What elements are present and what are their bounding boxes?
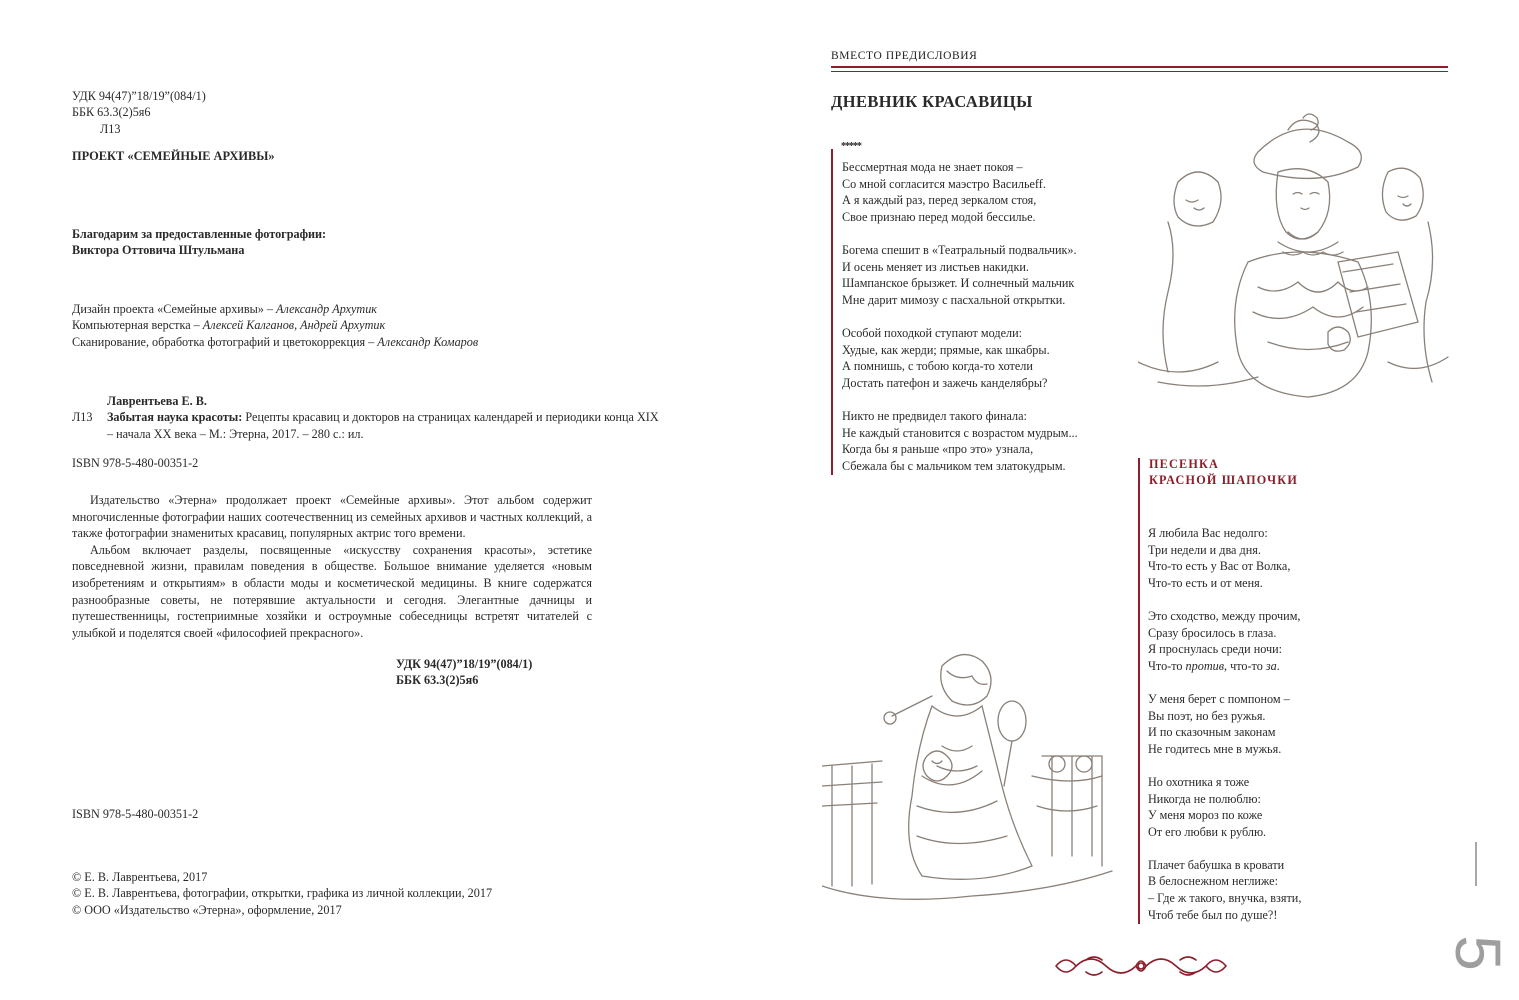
author-sign: Л13 [100,121,121,136]
credit-role: Компьютерная верстка – [72,318,203,333]
poem-line: А помнишь, с тобою когда-то хотели [842,359,1033,374]
lady-with-hat-sketch [1138,112,1458,402]
isbn-bottom: ISBN 978-5-480-00351-2 [72,807,199,821]
udk-bottom [396,656,532,689]
isbn-top: ISBN 978-5-480-00351-2 [72,456,199,470]
poem-accent-bar [831,149,833,475]
poem-line: Я любила Вас недолго: [1148,526,1268,540]
bbk-code: ББК 63.3(2)5я6 [72,105,151,120]
acknowledgements [72,226,326,259]
credit-name: Александр Архутик [276,302,378,316]
poem-line: Вы поэт, но без ружья. [1148,708,1266,723]
page-number: 5 [1442,935,1514,971]
poem-title [1149,456,1298,489]
poem-red-riding-hood [1148,525,1301,923]
poem-stanza [1148,525,1301,591]
biblio-row [72,409,667,442]
poem-stanza [842,408,1078,474]
poem-line: У меня мороз по коже [1148,808,1263,823]
poem-line: У меня берет с помпоном – [1148,691,1290,706]
poem-stanza [842,325,1078,391]
thanks-name: Виктора Оттовича Штульмана [72,243,245,258]
poem-fragment: против [1185,658,1225,673]
poem-line: Это сходство, между прочим, [1148,608,1301,623]
poem-line: Сразу бросилось в глаза. [1148,625,1277,640]
biblio-text [107,409,667,442]
abstract-paragraph: Издательство «Этерна» продолжает проект «Семейные архивы». Этот альбом содержит многочисленные фотографии наших соотечественниц из семейных архивов и частных коллекций, а также фотографии знаменитых красавиц, популярных актрис того времени. [72,493,592,541]
poem-title-line: ПЕСЕНКА [1149,457,1220,471]
poem-fragment: , что-то [1224,658,1266,673]
poem-stanza [842,159,1078,225]
poem-asterisks: ***** [841,141,861,152]
page-number-dash [1475,842,1477,886]
abstract-paragraph: Альбом включает разделы, посвященные «искусству сохранения красоты», эстетике повседневной жизни, правилам поведения в обществе. Большое внимание уделяется «новым изобретениям и открытиям» в области моды и косметической медицины. В книге содержатся разнообразные советы, не потерявшие актуальности и сегодня. Элегантные дачницы и путешественницы, гостеприимные хозяйки и остроумные собеседницы встретят читателей с улыбкой и поделятся своей «философией прекрасного». [72,542,592,640]
copyrights [72,869,492,918]
copyright-line: © ООО «Издательство «Этерна», оформление, 2017 [72,902,342,917]
credits [72,301,478,350]
poem-line: Когда бы я раньше «про это» узнала, [842,442,1034,457]
project-title: ПРОЕКТ «СЕМЕЙНЫЕ АРХИВЫ» [72,149,275,163]
copyright-line: © Е. В. Лаврентьева, 2017 [72,870,208,884]
poem-line: – Где ж такого, внучка, взяти, [1148,891,1302,906]
poem-fragment: Что-то [1148,658,1186,673]
poem-stanza [1148,608,1301,674]
book-title: Забытая наука красоты: [107,410,243,425]
poem-line: Чтоб тебе был по душе?! [1148,907,1278,922]
poem-line: Никто не предвидел такого финала: [842,408,1027,423]
decorative-ornament [1046,948,1236,984]
poem-fragment: . [1276,658,1280,673]
chapter-title: ДНЕВНИК КРАСАВИЦЫ [831,92,1033,111]
poem-line: В белоснежном неглиже: [1148,874,1278,889]
poem-line: Бессмертная мода не знает покоя – [842,160,1023,174]
poem-line: Что-то есть у Вас от Волка, [1148,559,1291,574]
bibliographic-record [72,393,667,442]
udk-block [72,88,206,137]
credit-role: Дизайн проекта «Семейные архивы» – [72,302,277,316]
poem-stanza [1148,857,1301,923]
poem-beauty-diary [842,159,1078,474]
credit-name: Алексей Калганов, Андрей Архутик [202,318,386,333]
poem-line: Не годитесь мне в мужья. [1148,741,1282,756]
poem-line [1148,658,1301,675]
poem-line: Свое признаю перед модой бессилье. [842,209,1036,224]
poem-accent-bar [1138,458,1140,924]
poem-line: Богема спешит в «Театральный подвальчик». [842,242,1077,257]
poem-line: Что-то есть и от меня. [1148,575,1263,590]
credit-scanning [72,334,478,350]
copyright-line: © Е. В. Лаврентьева, фотографии, открытки, графика из личной коллекции, 2017 [72,886,493,901]
poem-stanza [1148,691,1301,757]
credit-name: Александр Комаров [377,334,479,349]
poem-line: Худые, как жерди; прямые, как шкабры. [842,342,1050,357]
poem-line: Но охотника я тоже [1148,774,1250,789]
poem-stanza [1148,774,1301,840]
poem-title-line: КРАСНОЙ ШАПОЧКИ [1149,473,1299,488]
poem-line: От его любви к рублю. [1148,824,1267,839]
poem-line: Никогда не полюблю: [1148,791,1261,806]
poem-line: И осень меняет из листьев накидки. [842,259,1029,274]
thanks-line: Благодарим за предоставленные фотографии: [72,227,327,241]
udk-code: УДК 94(47)”18/19”(084/1) [72,89,206,103]
biblio-author: Лаврентьева Е. В. [107,394,207,408]
credit-role: Сканирование, обработка фотографий и цветокоррекция – [72,334,378,349]
poem-line: Со мной согласится маэстро Васильeff. [842,176,1046,191]
poem-line: Особой походкой ступают модели: [842,325,1022,340]
poem-line: Я проснулась среди ночи: [1148,642,1283,657]
poem-stanza [842,242,1078,308]
poem-line: Сбежала бы с мальчиком тем златокудрым. [842,458,1066,473]
preface-page [760,0,1519,1000]
udk-code: УДК 94(47)”18/19”(084/1) [396,657,533,671]
credit-design [72,301,478,317]
section-header: ВМЕСТО ПРЕДИСЛОВИЯ [831,50,978,62]
header-rule [831,66,1448,68]
bbk-code: ББК 63.3(2)5я6 [396,673,479,688]
poem-line: Мне дарит мимозу с пасхальной открытки. [842,292,1066,307]
poem-fragment: за [1265,658,1277,673]
poem-line: А я каждый раз, перед зеркалом стоя, [842,193,1037,208]
poem-line: Три недели и два дня. [1148,542,1261,557]
poem-line: Достать патефон и зажечь канделябры? [842,375,1048,390]
credit-layout [72,317,478,333]
biblio-code: Л13 [72,410,93,425]
book-description: Рецепты красавиц и докторов на страницах календарей и периодики конца XIX – начала XX века – М.: Этерна, 2017. – 280 с.: ил. [107,410,659,441]
poem-line: Плачет бабушка в кровати [1148,857,1285,872]
poem-line: Не каждый становится с возрастом мудрым... [842,425,1078,440]
poem-line: И по сказочным законам [1148,725,1276,740]
poem-line: Шампанское брызжет. И солнечный мальчик [842,276,1075,291]
lady-at-mirror-sketch [822,646,1122,916]
header-rule-thin [831,71,1448,72]
abstract [72,492,592,641]
